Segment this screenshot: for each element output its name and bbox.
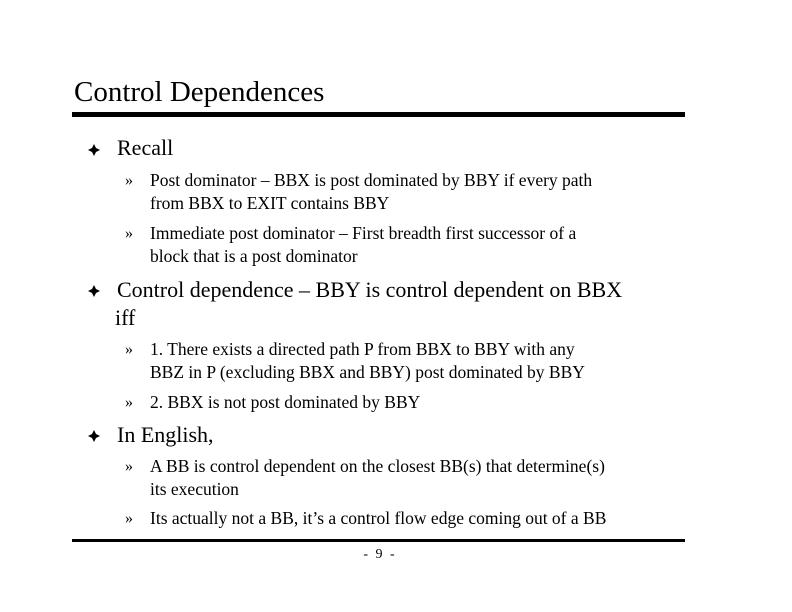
page-number: - 9 - xyxy=(363,547,397,562)
sub-bullet-line: 2. BBX is not post dominated by BBY xyxy=(150,392,421,412)
raquo-icon: » xyxy=(125,510,133,527)
sub-bullet-immediate-post-dominator xyxy=(0,222,792,268)
sub-bullet-line: Its actually not a BB, it’s a control flow edge coming out of a BB xyxy=(150,508,607,528)
diamond-bullet-icon xyxy=(88,430,100,442)
bullet-control-dependence xyxy=(0,278,792,332)
sub-bullet-line: Immediate post dominator – First breadth first successor of a xyxy=(150,223,577,243)
bullet-text: Control dependence – BBY is control dependent on BBX xyxy=(117,277,623,302)
raquo-icon: » xyxy=(125,341,133,358)
bullet-text: Recall xyxy=(117,135,174,160)
sub-bullet-closest-bb xyxy=(0,455,792,501)
sub-bullet-post-dominator xyxy=(0,169,792,215)
raquo-icon: » xyxy=(125,458,133,475)
raquo-icon: » xyxy=(125,172,133,189)
bullet-text: iff xyxy=(115,305,136,330)
title-underline xyxy=(72,112,685,117)
sub-bullet-line: A BB is control dependent on the closest BB(s) that determine(s) xyxy=(150,456,605,476)
sub-bullet-line: 1. There exists a directed path P from BBX to BBY with any xyxy=(150,339,575,359)
raquo-icon: » xyxy=(125,394,133,411)
bullet-text: In English, xyxy=(117,422,214,447)
page-title: Control Dependences xyxy=(74,76,325,108)
sub-bullet-line: Post dominator – BBX is post dominated by BBY if every path xyxy=(150,170,593,190)
bullet-recall xyxy=(0,137,792,163)
sub-bullet-line: block that is a post dominator xyxy=(150,246,358,266)
footer-rule xyxy=(72,539,685,542)
sub-bullet-line: its execution xyxy=(150,479,239,499)
sub-bullet-directed-path xyxy=(0,338,792,384)
raquo-icon: » xyxy=(125,225,133,242)
diamond-bullet-icon xyxy=(88,144,100,156)
bullet-in-english xyxy=(0,423,792,449)
sub-bullet-control-flow-edge xyxy=(0,507,792,530)
sub-bullet-line: from BBX to EXIT contains BBY xyxy=(150,193,390,213)
diamond-bullet-icon xyxy=(88,285,100,297)
sub-bullet-line: BBZ in P (excluding BBX and BBY) post dominated by BBY xyxy=(150,362,585,382)
sub-bullet-not-post-dominated xyxy=(0,391,792,414)
